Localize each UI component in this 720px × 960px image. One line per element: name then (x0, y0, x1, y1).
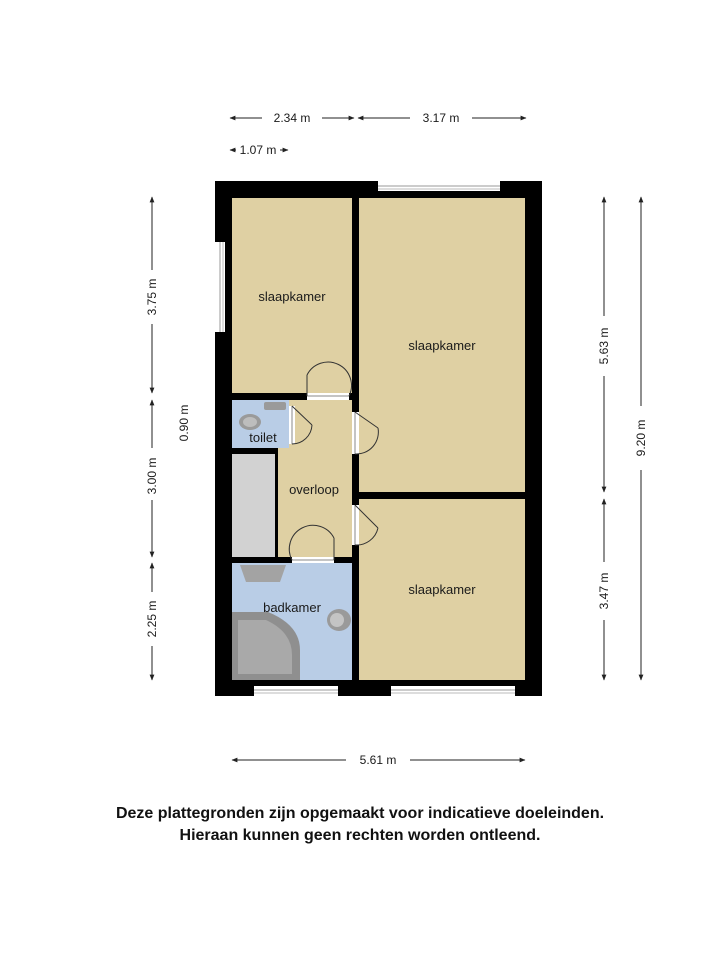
dimension-top-left (230, 111, 354, 125)
dimension-right-total (634, 197, 648, 680)
svg-text:2.25 m: 2.25 m (145, 600, 159, 638)
svg-text:1.07 m: 1.07 m (239, 143, 277, 157)
disclaimer-line-2: Hieraan kunnen geen rechten worden ontleend. (179, 827, 541, 844)
dimension-left-inner (177, 405, 191, 442)
bathroom-sink (327, 609, 351, 631)
svg-text:3.17 m: 3.17 m (422, 111, 460, 125)
bathroom-washbasin-top (240, 565, 286, 582)
room-label-landing: overloop (289, 482, 339, 497)
dimension-left-bottom (145, 563, 159, 680)
window-top (378, 181, 500, 191)
window-bottom-left (254, 686, 338, 696)
wall-shower-right (275, 454, 278, 557)
room-label-bedroom-small: slaapkamer (258, 289, 326, 304)
window-bottom-right (391, 686, 515, 696)
svg-text:2.34 m: 2.34 m (273, 111, 311, 125)
window-left (215, 242, 225, 332)
svg-text:3.47 m: 3.47 m (597, 572, 611, 610)
room-label-bedroom-large: slaapkamer (408, 338, 476, 353)
floor-shower (232, 454, 275, 557)
dimension-left-middle (145, 400, 159, 557)
svg-text:3.75 m: 3.75 m (145, 278, 159, 316)
dimension-left-top (145, 197, 159, 393)
svg-text:5.61 m: 5.61 m (359, 753, 397, 767)
svg-text:3.00 m: 3.00 m (145, 457, 159, 495)
svg-text:0.90 m: 0.90 m (177, 404, 191, 442)
room-label-toilet: toilet (249, 430, 277, 445)
dimension-top-small (230, 143, 288, 157)
room-label-bathroom: badkamer (263, 600, 321, 615)
wall-toilet-bottom (232, 448, 278, 454)
dimension-right-top (597, 197, 611, 492)
room-label-bedroom-bottom: slaapkamer (408, 582, 476, 597)
disclaimer-line-1: Deze plattegronden zijn opgemaakt voor indicatieve doeleinden. (115, 805, 605, 822)
dimension-top-right (358, 111, 526, 125)
svg-text:5.63 m: 5.63 m (597, 327, 611, 365)
svg-text:9.20 m: 9.20 m (634, 419, 648, 457)
dimension-bottom-total (232, 753, 525, 767)
dimension-right-bottom (597, 499, 611, 680)
